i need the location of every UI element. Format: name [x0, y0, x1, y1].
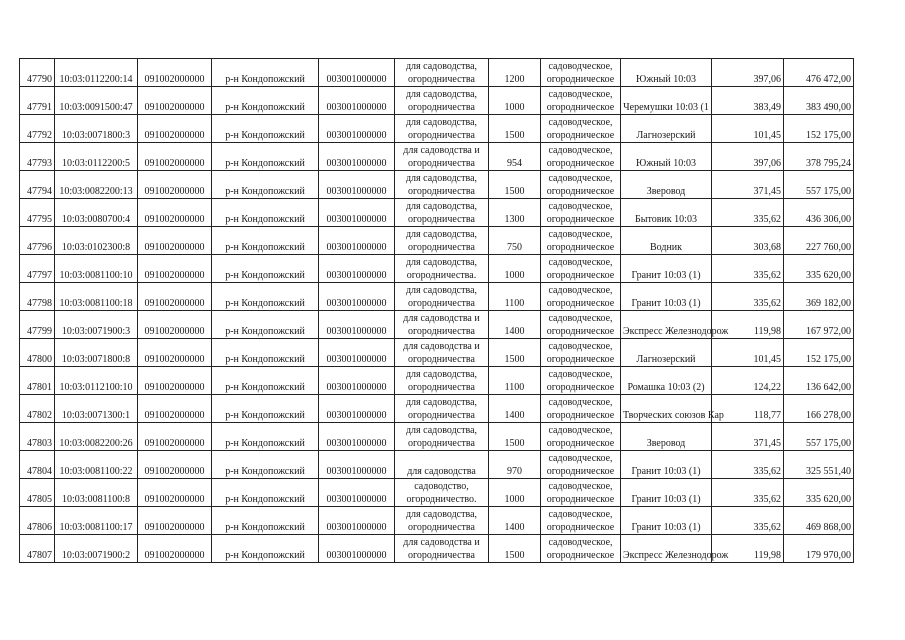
- cell-category: [541, 339, 621, 367]
- permitted-use-line-2: огородничества: [408, 158, 475, 169]
- cell-settlement: Гранит 10:03 (1): [621, 255, 712, 283]
- cell-cadastral-value: 378 795,24: [784, 143, 854, 171]
- cell-category: [541, 115, 621, 143]
- category-line-1: садоводческое,: [548, 173, 613, 184]
- cell-specific-value: 335,62: [712, 283, 784, 311]
- cell-record-number: 47801: [20, 367, 55, 395]
- cell-municipal-code: 091002000000: [138, 395, 212, 423]
- cell-settlement: Бытовик 10:03: [621, 199, 712, 227]
- cell-district: р-н Кондопожский: [212, 479, 319, 507]
- category-line-2: огородническое: [546, 102, 615, 113]
- cell-settlement: Лагнозерский: [621, 115, 712, 143]
- permitted-use-line-2: огородничества: [408, 74, 475, 85]
- category-line-1: садоводческое,: [548, 201, 613, 212]
- cell-permitted-use: [395, 423, 489, 451]
- cell-municipal-code: 091002000000: [138, 535, 212, 563]
- category-line-2: огородническое: [546, 550, 615, 561]
- cell-category: [541, 535, 621, 563]
- cell-category: [541, 367, 621, 395]
- table-row: [20, 199, 854, 227]
- cell-record-number: 47795: [20, 199, 55, 227]
- category-line-1: садоводческое,: [548, 397, 613, 408]
- category-line-2: огородническое: [546, 130, 615, 141]
- table-row: [20, 507, 854, 535]
- permitted-use-line-1: для садоводства,: [405, 257, 478, 268]
- cell-cadastral-value: 476 472,00: [784, 59, 854, 87]
- cell-category: [541, 395, 621, 423]
- cell-municipal-code: 091002000000: [138, 59, 212, 87]
- category-line-2: огородническое: [546, 242, 615, 253]
- category-line-1: садоводческое,: [548, 145, 613, 156]
- cell-cadastral-number: 10:03:0071300:1: [55, 395, 138, 423]
- cell-cadastral-value: 369 182,00: [784, 283, 854, 311]
- category-line-1: садоводческое,: [548, 537, 613, 548]
- cell-specific-value: 118,77: [712, 395, 784, 423]
- category-line-1: садоводческое,: [548, 341, 613, 352]
- cell-settlement: Южный 10:03: [621, 143, 712, 171]
- cell-cadastral-value: 469 868,00: [784, 507, 854, 535]
- category-line-1: садоводческое,: [548, 89, 613, 100]
- cell-district: р-н Кондопожский: [212, 59, 319, 87]
- cell-category: [541, 451, 621, 479]
- cell-cadastral-number: 10:03:0071900:3: [55, 311, 138, 339]
- cell-specific-value: 101,45: [712, 339, 784, 367]
- cell-specific-value: 124,22: [712, 367, 784, 395]
- registry-sheet: [19, 58, 854, 563]
- cell-settlement: Гранит 10:03 (1): [621, 507, 712, 535]
- permitted-use-line-1: для садоводства и: [403, 313, 480, 324]
- table-row: [20, 283, 854, 311]
- cell-municipal-code: 091002000000: [138, 423, 212, 451]
- cell-zone-code: 003001000000: [319, 227, 395, 255]
- cell-area: 1500: [489, 171, 541, 199]
- cell-zone-code: 003001000000: [319, 115, 395, 143]
- cell-cadastral-number: 10:03:0082200:13: [55, 171, 138, 199]
- cell-specific-value: 371,45: [712, 171, 784, 199]
- cell-zone-code: 003001000000: [319, 507, 395, 535]
- cell-area: 1200: [489, 59, 541, 87]
- table-row: [20, 339, 854, 367]
- cell-settlement: Лагнозерский: [621, 339, 712, 367]
- cell-cadastral-number: 10:03:0081100:22: [55, 451, 138, 479]
- table-row: [20, 535, 854, 563]
- cell-specific-value: 335,62: [712, 451, 784, 479]
- cell-district: р-н Кондопожский: [212, 115, 319, 143]
- cell-cadastral-number: 10:03:0080700:4: [55, 199, 138, 227]
- cell-permitted-use: [395, 311, 489, 339]
- cell-permitted-use: [395, 367, 489, 395]
- category-line-2: огородническое: [546, 438, 615, 449]
- cell-area: 750: [489, 227, 541, 255]
- cell-cadastral-value: 152 175,00: [784, 339, 854, 367]
- category-line-2: огородническое: [546, 326, 615, 337]
- cell-category: [541, 227, 621, 255]
- cell-permitted-use: [395, 115, 489, 143]
- cell-cadastral-value: 383 490,00: [784, 87, 854, 115]
- cell-cadastral-number: 10:03:0102300:8: [55, 227, 138, 255]
- cell-district: р-н Кондопожский: [212, 423, 319, 451]
- category-line-2: огородническое: [546, 158, 615, 169]
- table-row: [20, 311, 854, 339]
- cell-settlement: Ромашка 10:03 (2): [621, 367, 712, 395]
- cell-specific-value: 397,06: [712, 143, 784, 171]
- cell-area: 1100: [489, 283, 541, 311]
- category-line-2: огородническое: [546, 382, 615, 393]
- cell-cadastral-value: 557 175,00: [784, 423, 854, 451]
- permitted-use-line-1: для садоводства и: [403, 537, 480, 548]
- cell-settlement: Гранит 10:03 (1): [621, 283, 712, 311]
- category-line-2: огородническое: [546, 74, 615, 85]
- category-line-1: садоводческое,: [548, 481, 613, 492]
- permitted-use-line-1: для садоводства,: [405, 397, 478, 408]
- category-line-1: садоводческое,: [548, 117, 613, 128]
- category-line-2: огородническое: [546, 186, 615, 197]
- cell-cadastral-number: 10:03:0112200:14: [55, 59, 138, 87]
- cell-district: р-н Кондопожский: [212, 451, 319, 479]
- cell-permitted-use: [395, 59, 489, 87]
- cell-cadastral-value: 152 175,00: [784, 115, 854, 143]
- cell-zone-code: 003001000000: [319, 199, 395, 227]
- table-body: [20, 59, 854, 563]
- cell-permitted-use: [395, 395, 489, 423]
- cell-record-number: 47807: [20, 535, 55, 563]
- cell-municipal-code: 091002000000: [138, 199, 212, 227]
- cell-cadastral-number: 10:03:0081100:17: [55, 507, 138, 535]
- table-row: [20, 479, 854, 507]
- permitted-use-line-2: огородничества: [408, 550, 475, 561]
- cell-area: 1400: [489, 311, 541, 339]
- permitted-use-line-1: для садоводства,: [405, 173, 478, 184]
- cell-category: [541, 143, 621, 171]
- table-row: [20, 395, 854, 423]
- cell-record-number: 47791: [20, 87, 55, 115]
- cell-cadastral-value: 179 970,00: [784, 535, 854, 563]
- table-row: [20, 115, 854, 143]
- cell-zone-code: 003001000000: [319, 451, 395, 479]
- cell-specific-value: 335,62: [712, 507, 784, 535]
- permitted-use-line-2: огородничества.: [406, 270, 477, 281]
- cell-municipal-code: 091002000000: [138, 87, 212, 115]
- permitted-use-line-1: для садоводства и: [403, 145, 480, 156]
- cell-settlement: Экспресс Железнодорож: [621, 535, 712, 563]
- cell-permitted-use: [395, 199, 489, 227]
- permitted-use-line-1: для садоводства,: [405, 369, 478, 380]
- cell-cadastral-number: 10:03:0112100:10: [55, 367, 138, 395]
- cell-zone-code: 003001000000: [319, 87, 395, 115]
- cell-specific-value: 303,68: [712, 227, 784, 255]
- cell-specific-value: 383,49: [712, 87, 784, 115]
- cell-permitted-use: [395, 535, 489, 563]
- cell-category: [541, 479, 621, 507]
- cell-district: р-н Кондопожский: [212, 395, 319, 423]
- cell-cadastral-value: 167 972,00: [784, 311, 854, 339]
- cell-municipal-code: 091002000000: [138, 311, 212, 339]
- permitted-use-line-2: огородничества: [408, 186, 475, 197]
- cell-record-number: 47803: [20, 423, 55, 451]
- cell-permitted-use: [395, 227, 489, 255]
- permitted-use-line-1: для садоводства,: [405, 285, 478, 296]
- cell-area: 970: [489, 451, 541, 479]
- cell-record-number: 47805: [20, 479, 55, 507]
- cell-municipal-code: 091002000000: [138, 255, 212, 283]
- cell-permitted-use: [395, 451, 489, 479]
- permitted-use-line-1: для садоводства,: [405, 89, 478, 100]
- cell-record-number: 47796: [20, 227, 55, 255]
- cell-specific-value: 335,62: [712, 199, 784, 227]
- cell-district: р-н Кондопожский: [212, 283, 319, 311]
- cell-cadastral-number: 10:03:0081100:18: [55, 283, 138, 311]
- cell-zone-code: 003001000000: [319, 395, 395, 423]
- cell-permitted-use: [395, 283, 489, 311]
- cell-area: 954: [489, 143, 541, 171]
- cell-zone-code: 003001000000: [319, 171, 395, 199]
- category-line-2: огородническое: [546, 298, 615, 309]
- cell-area: 1400: [489, 507, 541, 535]
- cell-district: р-н Кондопожский: [212, 535, 319, 563]
- cell-specific-value: 335,62: [712, 255, 784, 283]
- cell-settlement: Южный 10:03: [621, 59, 712, 87]
- cell-zone-code: 003001000000: [319, 535, 395, 563]
- cell-cadastral-number: 10:03:0112200:5: [55, 143, 138, 171]
- category-line-2: огородническое: [546, 494, 615, 505]
- cell-area: 1400: [489, 395, 541, 423]
- cell-municipal-code: 091002000000: [138, 339, 212, 367]
- table-row: [20, 451, 854, 479]
- cell-zone-code: 003001000000: [319, 479, 395, 507]
- permitted-use-line-1: для садоводства,: [405, 509, 478, 520]
- cell-municipal-code: 091002000000: [138, 479, 212, 507]
- cell-cadastral-number: 10:03:0091500:47: [55, 87, 138, 115]
- cell-municipal-code: 091002000000: [138, 507, 212, 535]
- table-row: [20, 227, 854, 255]
- permitted-use-line-1: для садоводства,: [405, 117, 478, 128]
- cell-municipal-code: 091002000000: [138, 115, 212, 143]
- cell-record-number: 47806: [20, 507, 55, 535]
- cell-area: 1000: [489, 479, 541, 507]
- cell-category: [541, 199, 621, 227]
- cell-specific-value: 119,98: [712, 535, 784, 563]
- cell-municipal-code: 091002000000: [138, 367, 212, 395]
- permitted-use-line-1: садоводство,: [414, 481, 469, 492]
- table-row: [20, 423, 854, 451]
- cell-category: [541, 59, 621, 87]
- cell-district: р-н Кондопожский: [212, 255, 319, 283]
- category-line-1: садоводческое,: [548, 509, 613, 520]
- cell-zone-code: 003001000000: [319, 143, 395, 171]
- permitted-use-line-2: огородничества: [408, 326, 475, 337]
- category-line-2: огородническое: [546, 354, 615, 365]
- cell-zone-code: 003001000000: [319, 59, 395, 87]
- cell-cadastral-number: 10:03:0071800:8: [55, 339, 138, 367]
- category-line-1: садоводческое,: [548, 369, 613, 380]
- permitted-use-line-1: для садоводства и: [403, 341, 480, 352]
- cell-cadastral-number: 10:03:0082200:26: [55, 423, 138, 451]
- cell-cadastral-value: 325 551,40: [784, 451, 854, 479]
- cell-cadastral-number: 10:03:0081100:8: [55, 479, 138, 507]
- cell-cadastral-value: 557 175,00: [784, 171, 854, 199]
- cell-settlement: Зверовод: [621, 423, 712, 451]
- cell-zone-code: 003001000000: [319, 311, 395, 339]
- cell-category: [541, 87, 621, 115]
- cell-cadastral-value: 335 620,00: [784, 479, 854, 507]
- cell-district: р-н Кондопожский: [212, 227, 319, 255]
- cell-district: р-н Кондопожский: [212, 311, 319, 339]
- permitted-use-line-2: огородничества: [408, 438, 475, 449]
- category-line-1: садоводческое,: [548, 453, 613, 464]
- permitted-use-line-1: для садоводства,: [405, 61, 478, 72]
- category-line-1: садоводческое,: [548, 425, 613, 436]
- cell-municipal-code: 091002000000: [138, 143, 212, 171]
- cell-category: [541, 423, 621, 451]
- cell-permitted-use: [395, 143, 489, 171]
- cell-specific-value: 335,62: [712, 479, 784, 507]
- permitted-use-line-1: для садоводства,: [405, 229, 478, 240]
- permitted-use-line-2: огородничества: [408, 102, 475, 113]
- cell-record-number: 47792: [20, 115, 55, 143]
- cell-settlement: Экспресс Железнодорож: [621, 311, 712, 339]
- cell-zone-code: 003001000000: [319, 283, 395, 311]
- permitted-use-line-1: для садоводства,: [405, 201, 478, 212]
- cell-record-number: 47793: [20, 143, 55, 171]
- cell-district: р-н Кондопожский: [212, 339, 319, 367]
- permitted-use-line-2: огородничества: [408, 214, 475, 225]
- cell-settlement: Гранит 10:03 (1): [621, 451, 712, 479]
- table-row: [20, 143, 854, 171]
- cell-area: 1000: [489, 87, 541, 115]
- cell-category: [541, 283, 621, 311]
- cell-settlement: Гранит 10:03 (1): [621, 479, 712, 507]
- cell-cadastral-number: 10:03:0081100:10: [55, 255, 138, 283]
- cell-district: р-н Кондопожский: [212, 87, 319, 115]
- cell-area: 1300: [489, 199, 541, 227]
- cell-area: 1500: [489, 423, 541, 451]
- cell-zone-code: 003001000000: [319, 367, 395, 395]
- cell-cadastral-value: 436 306,00: [784, 199, 854, 227]
- cell-record-number: 47798: [20, 283, 55, 311]
- cell-area: 1100: [489, 367, 541, 395]
- cell-district: р-н Кондопожский: [212, 199, 319, 227]
- cell-category: [541, 171, 621, 199]
- cell-zone-code: 003001000000: [319, 339, 395, 367]
- cell-settlement: Творческих союзов Кар: [621, 395, 712, 423]
- cell-settlement: Зверовод: [621, 171, 712, 199]
- permitted-use-line-2: огородничество.: [406, 494, 477, 505]
- cell-category: [541, 507, 621, 535]
- table-row: [20, 171, 854, 199]
- cell-record-number: 47800: [20, 339, 55, 367]
- permitted-use-line-2: для садоводства: [407, 466, 476, 477]
- category-line-1: садоводческое,: [548, 257, 613, 268]
- category-line-1: садоводческое,: [548, 313, 613, 324]
- cell-category: [541, 311, 621, 339]
- category-line-2: огородническое: [546, 214, 615, 225]
- permitted-use-line-2: огородничества: [408, 522, 475, 533]
- cell-permitted-use: [395, 171, 489, 199]
- cell-permitted-use: [395, 255, 489, 283]
- category-line-2: огородническое: [546, 410, 615, 421]
- table-row: [20, 59, 854, 87]
- cell-record-number: 47797: [20, 255, 55, 283]
- category-line-2: огородническое: [546, 466, 615, 477]
- cell-district: р-н Кондопожский: [212, 507, 319, 535]
- cell-permitted-use: [395, 507, 489, 535]
- category-line-2: огородническое: [546, 270, 615, 281]
- cell-category: [541, 255, 621, 283]
- cell-record-number: 47799: [20, 311, 55, 339]
- cell-permitted-use: [395, 339, 489, 367]
- cell-zone-code: 003001000000: [319, 255, 395, 283]
- cell-area: 1500: [489, 339, 541, 367]
- cell-district: р-н Кондопожский: [212, 143, 319, 171]
- cell-specific-value: 397,06: [712, 59, 784, 87]
- permitted-use-line-2: огородничества: [408, 298, 475, 309]
- cell-cadastral-value: 227 760,00: [784, 227, 854, 255]
- permitted-use-line-2: огородничества: [408, 382, 475, 393]
- cell-cadastral-value: 166 278,00: [784, 395, 854, 423]
- permitted-use-line-2: огородничества: [408, 410, 475, 421]
- category-line-2: огородническое: [546, 522, 615, 533]
- cell-specific-value: 119,98: [712, 311, 784, 339]
- table-row: [20, 367, 854, 395]
- table-row: [20, 87, 854, 115]
- cell-municipal-code: 091002000000: [138, 227, 212, 255]
- cell-cadastral-number: 10:03:0071800:3: [55, 115, 138, 143]
- table-row: [20, 255, 854, 283]
- cell-permitted-use: [395, 479, 489, 507]
- permitted-use-line-2: огородничества: [408, 130, 475, 141]
- category-line-1: садоводческое,: [548, 285, 613, 296]
- category-line-1: садоводческое,: [548, 61, 613, 72]
- cell-municipal-code: 091002000000: [138, 283, 212, 311]
- cell-record-number: 47802: [20, 395, 55, 423]
- cell-zone-code: 003001000000: [319, 423, 395, 451]
- cell-cadastral-value: 335 620,00: [784, 255, 854, 283]
- cell-cadastral-number: 10:03:0071900:2: [55, 535, 138, 563]
- cell-settlement: Черемушки 10:03 (1: [621, 87, 712, 115]
- permitted-use-line-2: огородничества: [408, 242, 475, 253]
- cell-municipal-code: 091002000000: [138, 451, 212, 479]
- cell-specific-value: 371,45: [712, 423, 784, 451]
- cell-district: р-н Кондопожский: [212, 367, 319, 395]
- category-line-1: садоводческое,: [548, 229, 613, 240]
- cell-record-number: 47790: [20, 59, 55, 87]
- cell-area: 1000: [489, 255, 541, 283]
- cell-district: р-н Кондопожский: [212, 171, 319, 199]
- cell-specific-value: 101,45: [712, 115, 784, 143]
- land-registry-table: [19, 58, 854, 563]
- permitted-use-line-2: огородничества: [408, 354, 475, 365]
- cell-record-number: 47794: [20, 171, 55, 199]
- cell-record-number: 47804: [20, 451, 55, 479]
- cell-cadastral-value: 136 642,00: [784, 367, 854, 395]
- cell-municipal-code: 091002000000: [138, 171, 212, 199]
- cell-settlement: Водник: [621, 227, 712, 255]
- cell-area: 1500: [489, 115, 541, 143]
- cell-permitted-use: [395, 87, 489, 115]
- cell-area: 1500: [489, 535, 541, 563]
- permitted-use-line-1: для садоводства,: [405, 425, 478, 436]
